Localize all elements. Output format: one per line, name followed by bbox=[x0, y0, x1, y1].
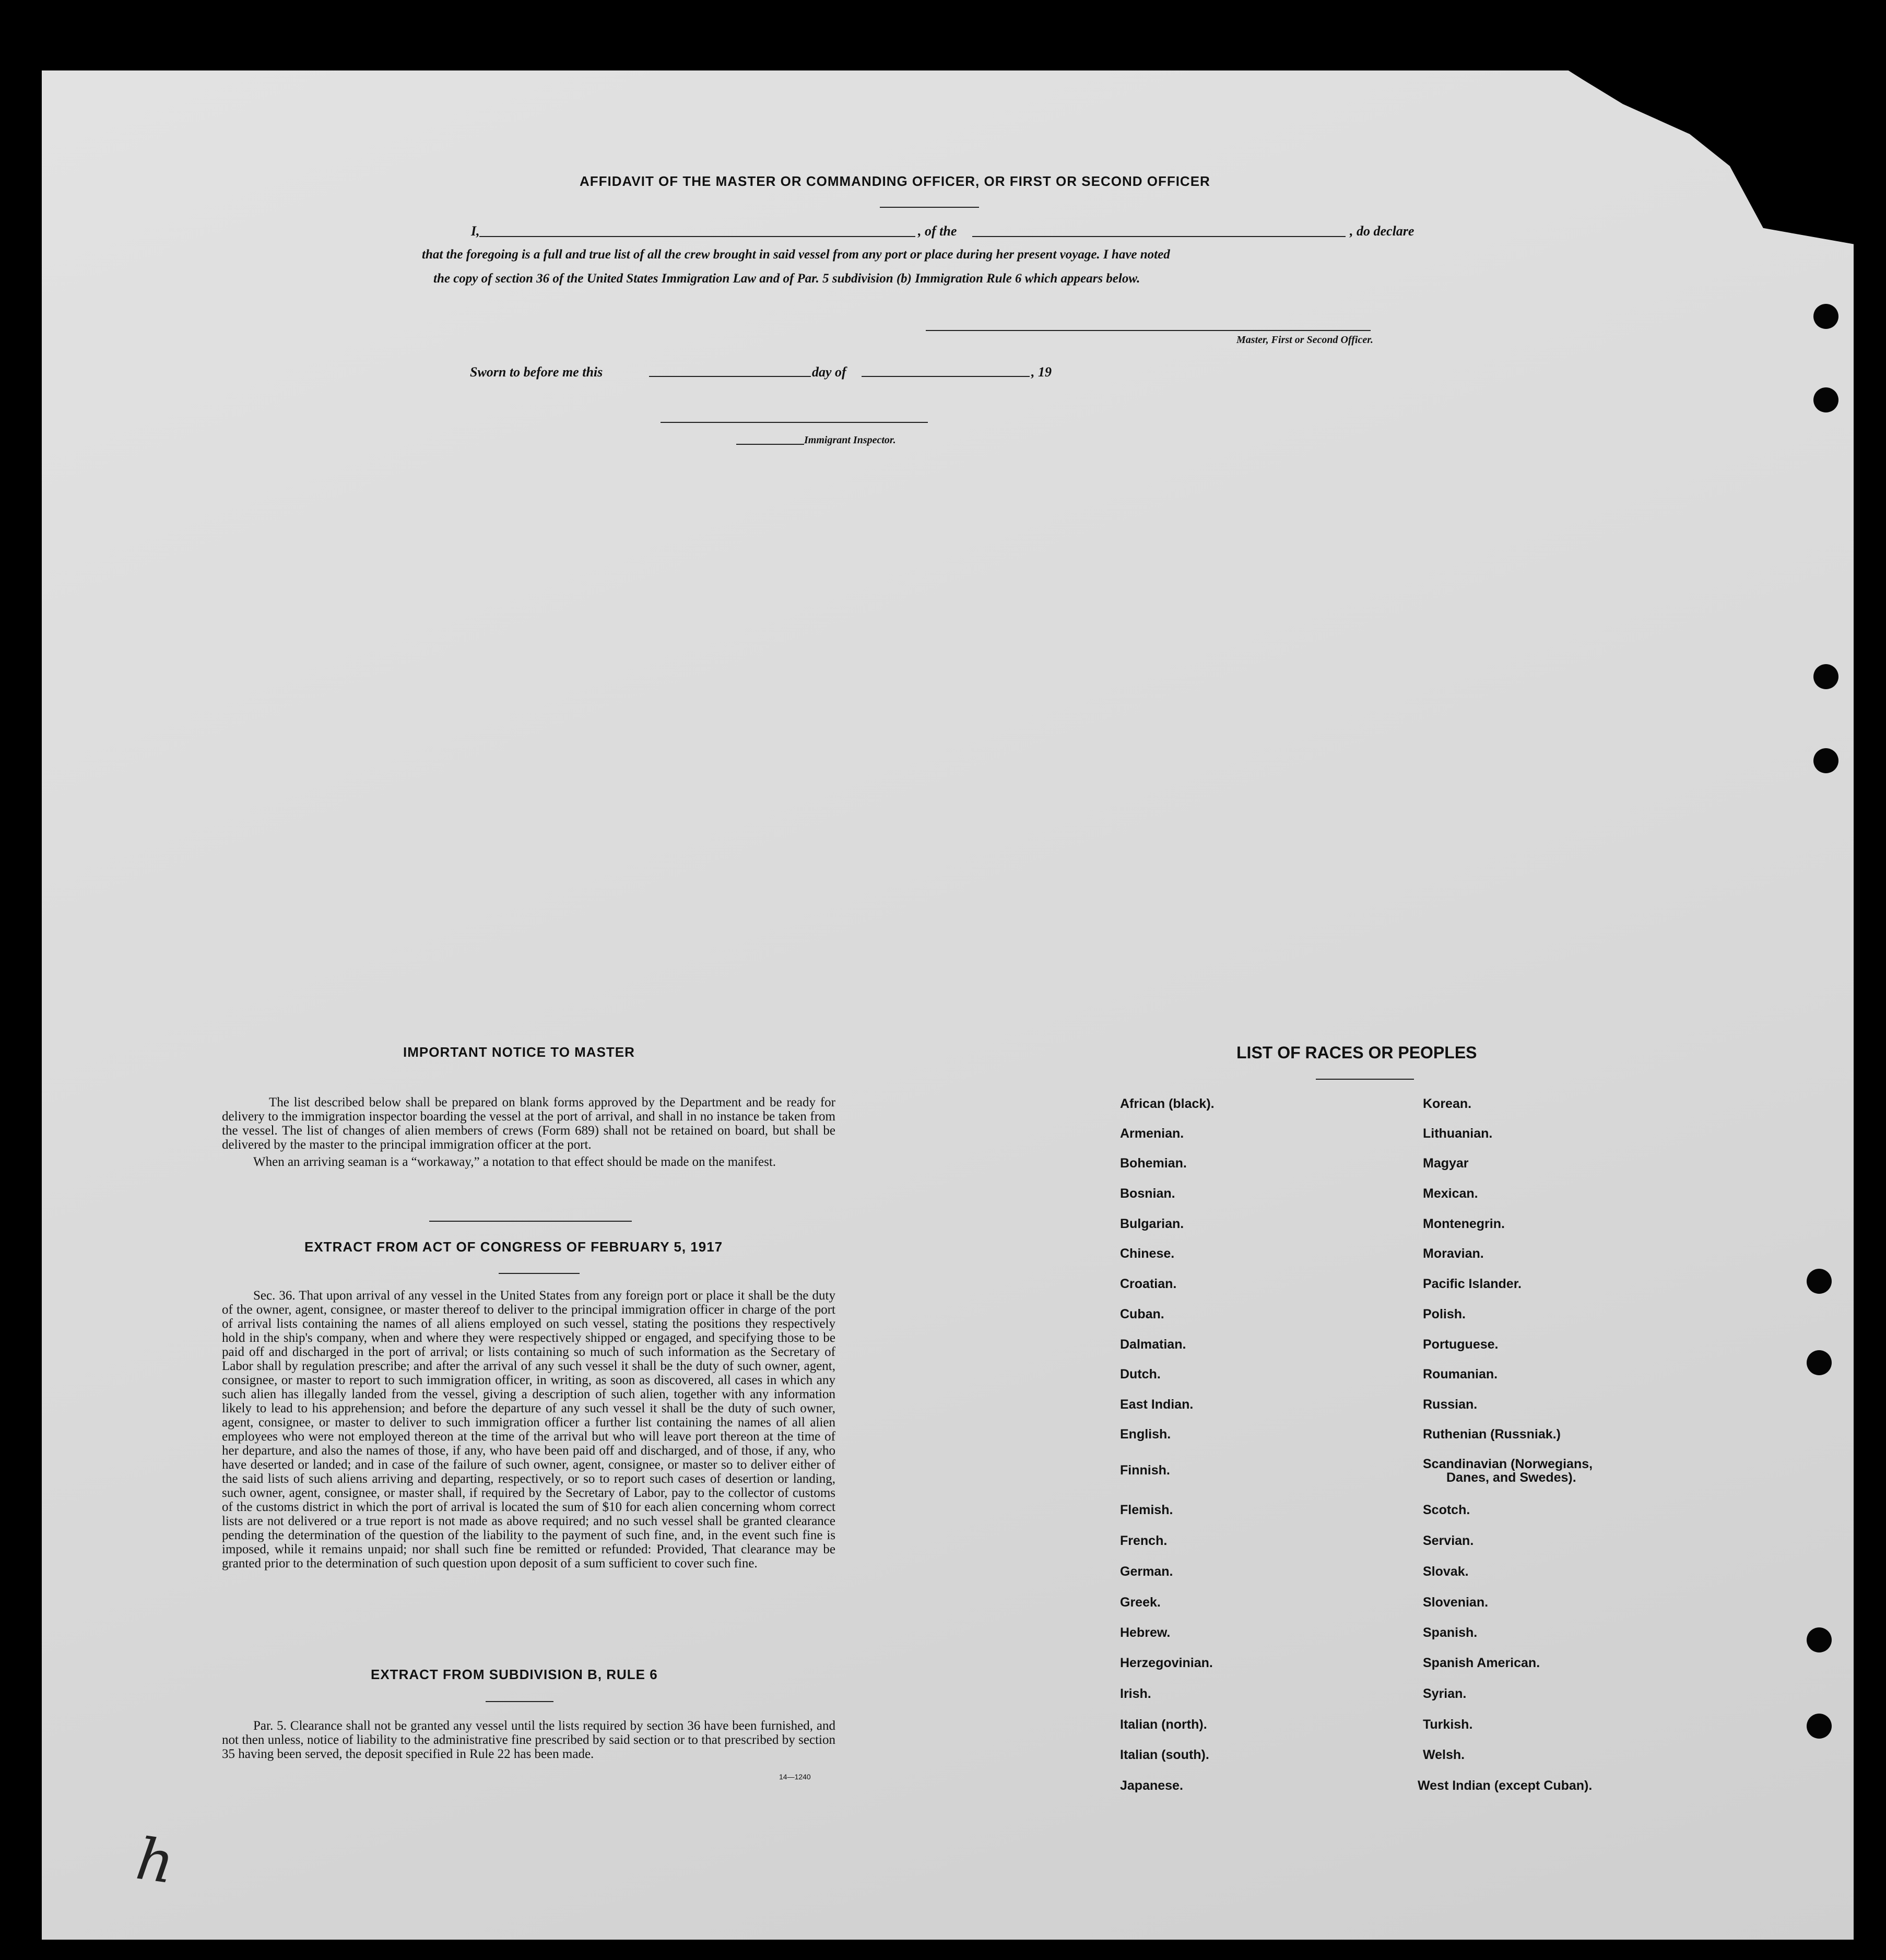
race-item: English. bbox=[1120, 1427, 1171, 1442]
race-item: Russian. bbox=[1423, 1397, 1478, 1412]
notice-para2: When an arriving seaman is a “workaway,” a notation to that effect should be made on the manifest. bbox=[253, 1155, 776, 1169]
race-item: Scotch. bbox=[1423, 1503, 1470, 1517]
race-item: Montenegrin. bbox=[1423, 1217, 1505, 1231]
form-number: 14—1240 bbox=[779, 1773, 811, 1781]
race-item: Mexican. bbox=[1423, 1186, 1478, 1201]
race-item: Greek. bbox=[1120, 1595, 1161, 1610]
sworn-day-blank[interactable] bbox=[649, 376, 811, 377]
binder-hole bbox=[1813, 304, 1838, 329]
race-item: Servian. bbox=[1423, 1533, 1474, 1548]
divider bbox=[486, 1701, 553, 1702]
handwritten-mark: h bbox=[132, 1825, 179, 1897]
binder-hole bbox=[1807, 1269, 1832, 1294]
vessel-blank[interactable] bbox=[972, 236, 1346, 237]
year-text: , 19 bbox=[1031, 364, 1052, 380]
race-item: German. bbox=[1120, 1564, 1173, 1579]
inspector-caption: Immigrant Inspector. bbox=[804, 434, 896, 446]
race-item: Turkish. bbox=[1423, 1717, 1473, 1732]
race-item: Chinese. bbox=[1120, 1246, 1175, 1261]
race-item: Cuban. bbox=[1120, 1307, 1164, 1321]
notice-title: IMPORTANT NOTICE TO MASTER bbox=[403, 1044, 635, 1060]
race-item: Japanese. bbox=[1120, 1778, 1183, 1793]
race-item: Korean. bbox=[1423, 1096, 1472, 1111]
race-item: Dutch. bbox=[1120, 1367, 1161, 1382]
divider bbox=[429, 1221, 632, 1222]
inspector-signature-line[interactable] bbox=[661, 422, 928, 423]
affidavit-line2: that the foregoing is a full and true list of all the crew brought in said vessel from any port or place during her present voyage. I have noted bbox=[422, 247, 1170, 262]
binder-hole bbox=[1807, 1350, 1832, 1375]
race-item: Bosnian. bbox=[1120, 1186, 1175, 1201]
race-item: Welsh. bbox=[1423, 1748, 1465, 1762]
race-item: West Indian (except Cuban). bbox=[1418, 1778, 1593, 1793]
race-item: Scandinavian (Norwegians, bbox=[1423, 1457, 1593, 1471]
race-item: Spanish. bbox=[1423, 1625, 1478, 1640]
rule-text bbox=[222, 1719, 835, 1761]
race-item: Polish. bbox=[1423, 1307, 1466, 1321]
races-title: LIST OF RACES OR PEOPLES bbox=[1236, 1043, 1477, 1062]
divider bbox=[499, 1273, 580, 1274]
affidavit-i: I, bbox=[471, 223, 480, 239]
race-item: Pacific Islander. bbox=[1423, 1277, 1522, 1291]
race-item: Finnish. bbox=[1120, 1463, 1170, 1478]
race-item: Moravian. bbox=[1423, 1246, 1484, 1261]
master-signature-line[interactable] bbox=[926, 330, 1371, 331]
binder-hole bbox=[1807, 1714, 1832, 1739]
affidavit-of-the: , of the bbox=[918, 223, 957, 239]
divider bbox=[880, 207, 979, 208]
affidavit-declare: , do declare bbox=[1350, 223, 1414, 239]
binder-hole bbox=[1813, 664, 1838, 689]
race-item: Syrian. bbox=[1423, 1686, 1467, 1701]
divider bbox=[1316, 1079, 1414, 1080]
act-title: EXTRACT FROM ACT OF CONGRESS OF FEBRUARY 5, 1917 bbox=[304, 1239, 723, 1255]
race-item: Ruthenian (Russniak.) bbox=[1423, 1427, 1561, 1442]
race-item: Irish. bbox=[1120, 1686, 1151, 1701]
race-item: Slovak. bbox=[1423, 1564, 1469, 1579]
race-item: Magyar bbox=[1423, 1156, 1469, 1171]
race-item: East Indian. bbox=[1120, 1397, 1194, 1412]
master-caption: Master, First or Second Officer. bbox=[1236, 334, 1373, 346]
act-section-36: Sec. 36. That upon arrival of any vessel in the United States from any foreign port or place it shall be the duty of the owner, agent, consignee, or master thereof to deliver to the principal immigration officer in charge of the port of arrival lists containing the names of all aliens employed on such vessel, stating the positions they respectively hold in the ship's company, when and where they were respectively shipped or engaged, and specifying those to be paid off and discharged in the port of arrival; or lists containing so much of such information as the Secretary of Labor shall by regulation prescribe; and after the arrival of any such vessel it shall be the duty of such owner, agent, consignee, or master to report to such immigration officer, in writing, as soon as discovered, all cases in which any such alien has illegally landed from the vessel, giving a description of such alien, together with any information likely to lead to his apprehension; and before the departure of any such vessel it shall be the duty of such owner, agent, consignee, or master to deliver to such immigration officer a further list containing the names of all alien employees who were not employed thereon at the time of the arrival but who will leave port thereon at the time of her departure, and also the names of those, if any, who have been paid off and discharged, and of those, if any, who have deserted or landed; and in case of the failure of such owner, agent, consignee, or master so to deliver either of the said lists of such aliens arriving and departing, respectively, or so to report such cases of desertion or landing, such owner, agent, consignee, or master shall, if required by the Secretary of Labor, pay to the collector of customs of the customs district in which the port of arrival is located the sum of $10 for each alien concerning whom correct lists are not delivered or a true report is not made as above required; and no such vessel shall be granted clearance pending the determination of the question of the liability to the payment of such fine, and, in the event such fine is imposed, while it remains unpaid; nor shall such fine be remitted or refunded: Provided, That clearance may be granted prior to the determination of such question upon deposit of a sum sufficient to cover such fine. bbox=[222, 1289, 835, 1571]
race-item: Bulgarian. bbox=[1120, 1217, 1184, 1231]
race-item: French. bbox=[1120, 1533, 1168, 1548]
race-item: Portuguese. bbox=[1423, 1337, 1499, 1352]
race-item: Roumanian. bbox=[1423, 1367, 1498, 1382]
race-item: Bohemian. bbox=[1120, 1156, 1187, 1171]
notice-text bbox=[222, 1095, 835, 1169]
notice-para1: The list described below shall be prepared on blank forms approved by the Department and be ready for delivery to the immigration inspector boarding the vessel at the port of arrival, and shall in no instance be taken from the vessel. The list of changes of alien members of crews (Form 689) shall not be retained on board, but shall be delivered by the master to the principal immigration officer at the port. bbox=[222, 1095, 835, 1152]
rule-par-5: Par. 5. Clearance shall not be granted any vessel until the lists required by section 36 have been furnished, and not then unless, notice of liability to the administrative fine prescribed by said section or to that prescribed by section 35 having been served, the deposit specified in Rule 22 has been made. bbox=[222, 1719, 835, 1761]
affidavit-line3: the copy of section 36 of the United States Immigration Law and of Par. 5 subdivision (b) Immigration Rule 6 which appears below. bbox=[433, 271, 1140, 286]
act-text bbox=[222, 1289, 835, 1571]
race-item: Herzegovinian. bbox=[1120, 1656, 1213, 1670]
race-item: Slovenian. bbox=[1423, 1595, 1489, 1610]
race-item: Italian (south). bbox=[1120, 1748, 1209, 1762]
name-blank[interactable] bbox=[479, 236, 915, 237]
sworn-month-blank[interactable] bbox=[862, 376, 1030, 377]
race-item: African (black). bbox=[1120, 1096, 1215, 1111]
binder-hole bbox=[1807, 1627, 1832, 1652]
sworn-text: Sworn to before me this bbox=[470, 364, 603, 380]
affidavit-title: AFFIDAVIT OF THE MASTER OR COMMANDING OFFICER, OR FIRST OR SECOND OFFICER bbox=[580, 173, 1210, 189]
race-item: Hebrew. bbox=[1120, 1625, 1171, 1640]
rule-title: EXTRACT FROM SUBDIVISION B, RULE 6 bbox=[371, 1667, 658, 1682]
day-of-text: day of bbox=[812, 364, 846, 380]
race-item: Croatian. bbox=[1120, 1277, 1177, 1291]
inspector-name-blank[interactable] bbox=[736, 444, 804, 445]
race-item: Italian (north). bbox=[1120, 1717, 1207, 1732]
race-item: Spanish American. bbox=[1423, 1656, 1540, 1670]
race-item: Lithuanian. bbox=[1423, 1126, 1493, 1141]
race-item-continued: Danes, and Swedes). bbox=[1446, 1470, 1576, 1485]
race-item: Dalmatian. bbox=[1120, 1337, 1186, 1352]
document-page bbox=[42, 70, 1854, 1940]
binder-hole bbox=[1813, 748, 1838, 773]
binder-hole bbox=[1813, 387, 1838, 412]
race-item: Flemish. bbox=[1120, 1503, 1173, 1517]
race-item: Armenian. bbox=[1120, 1126, 1184, 1141]
